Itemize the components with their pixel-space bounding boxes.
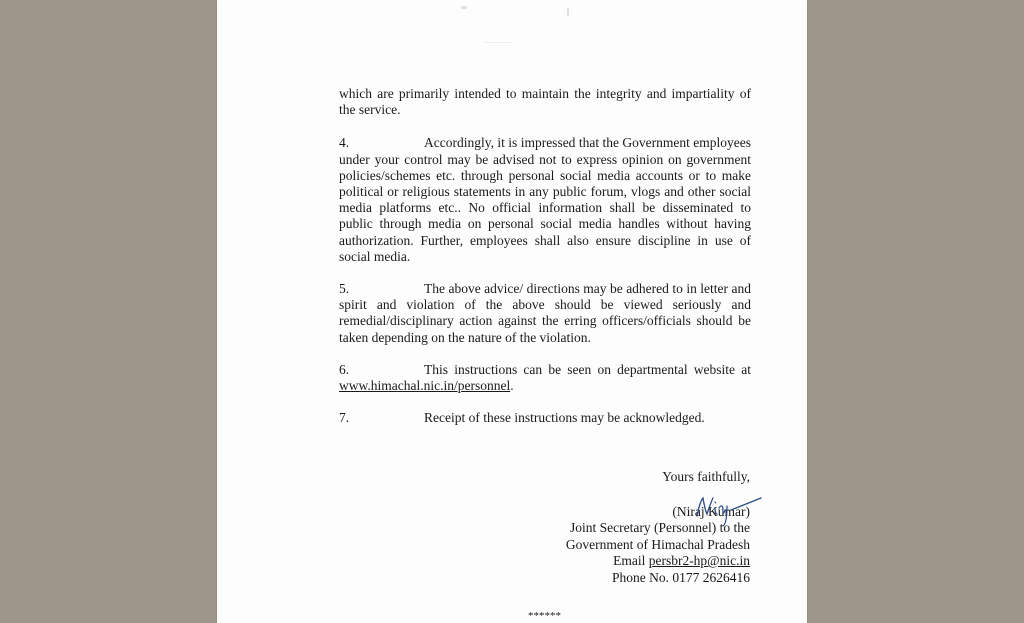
paragraph-continuation	[339, 86, 751, 118]
letter-body	[339, 86, 751, 442]
paragraph-number: 4.	[339, 135, 350, 151]
website-link[interactable]: www.himachal.nic.in/personnel	[339, 378, 511, 394]
paragraph-4	[339, 135, 751, 265]
paragraph-text: Receipt of these instructions may be acknowledged.	[424, 410, 705, 426]
designation-line-1: Joint Secretary (Personnel) to the	[570, 520, 750, 535]
signatory-name: (Niraj Kumar)	[672, 503, 750, 519]
paragraph-number: 5.	[339, 281, 350, 297]
paragraph-5	[339, 281, 751, 346]
paragraph-7	[339, 410, 751, 426]
paragraph-6	[339, 362, 751, 394]
scan-mark	[461, 6, 467, 9]
salutation: Yours faithfully,	[662, 469, 750, 484]
paragraph-number: 7.	[339, 410, 350, 426]
email-link[interactable]: persbr2-hp@nic.in	[648, 553, 750, 568]
email-line	[566, 553, 750, 570]
end-marker: ******	[528, 610, 561, 622]
designation-line-2: Government of Himachal Pradesh	[565, 536, 750, 552]
signature-image	[693, 490, 763, 528]
paragraph-trailing: .	[510, 378, 514, 394]
paragraph-number: 6.	[339, 361, 350, 377]
scan-mark	[567, 8, 569, 16]
scan-mark	[483, 42, 513, 43]
paragraph-text: The above advice/ directions may be adhered to in letter and spirit and violation of the above should be viewed seriously and remedial/disciplinary action against the erring officers/officials should be taken depending on the nature of the violation.	[339, 281, 751, 345]
paragraph-text: This instructions can be seen on departmental website at	[424, 361, 751, 377]
paragraph-text: Accordingly, it is impressed that the Government employees under your control may be advised not to express opinion on government policies/schemes etc. through personal social media accounts or to make political or religious statements in any public forum, vlogs and other social media platforms etc.. No official information shall be disseminated to public through media on personal social media handles without having authorization. Further, employees shall also ensure discipline in use of social media.	[339, 135, 751, 264]
phone-line: Phone No. 0177 2626416	[612, 569, 750, 585]
paragraph-continuation-text: which are primarily intended to maintain the integrity and impartiality of the service.	[339, 86, 751, 118]
document-page	[217, 0, 807, 623]
email-label: Email	[613, 553, 649, 568]
